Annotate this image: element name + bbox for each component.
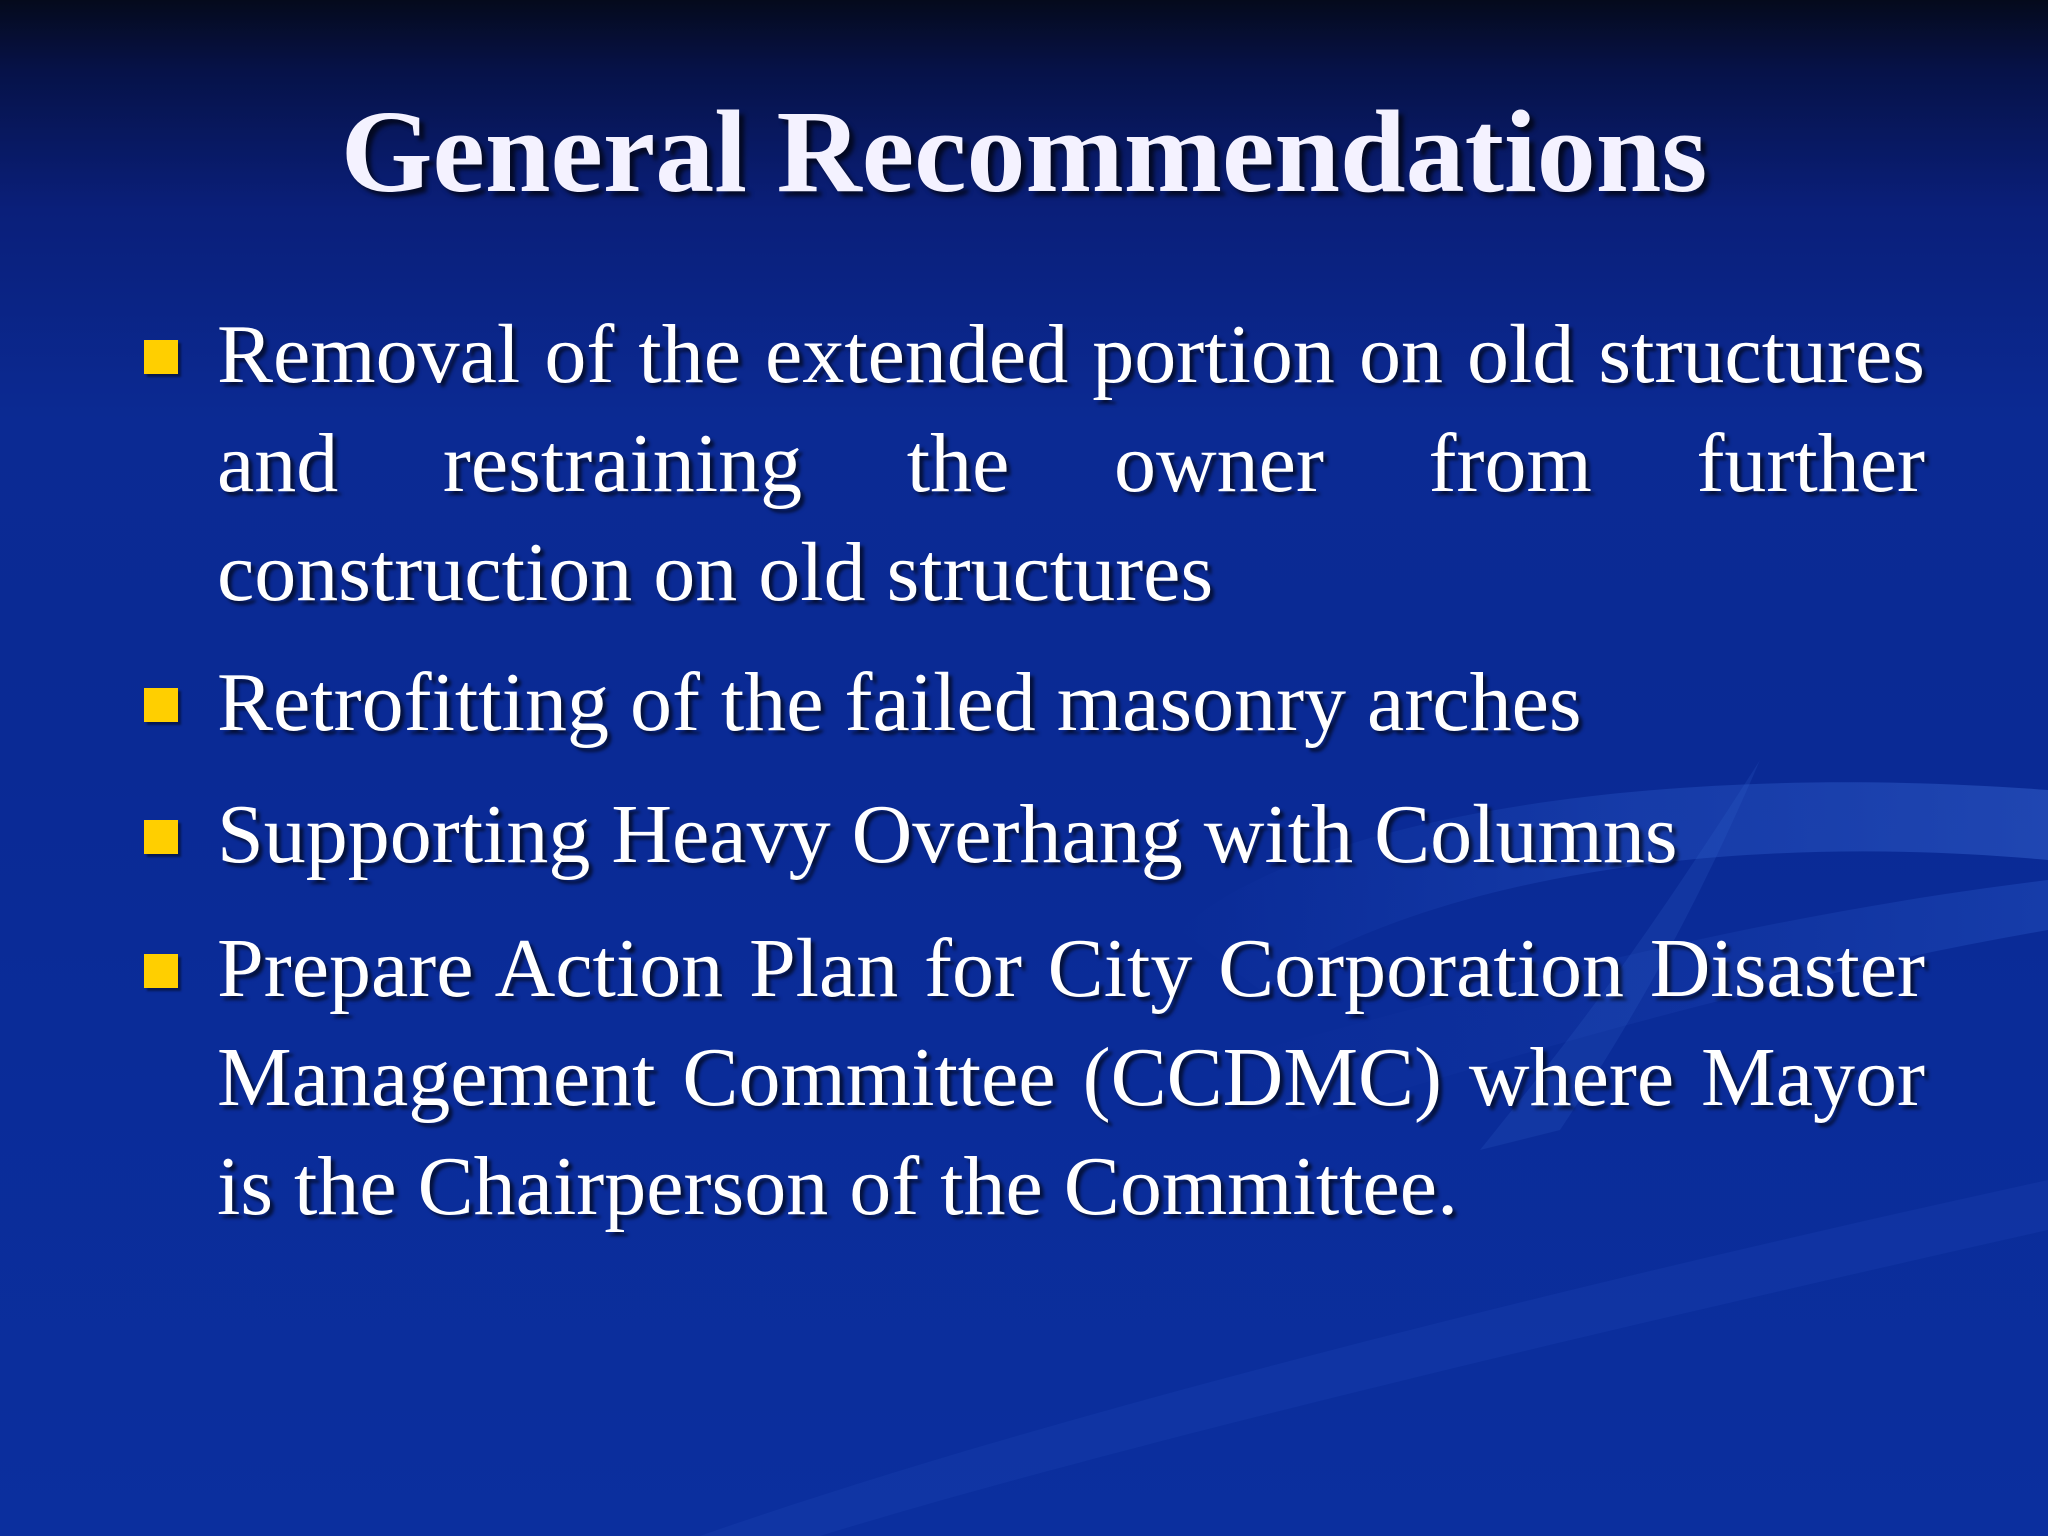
slide-title: General Recommendations (340, 86, 1708, 217)
square-bullet-icon (144, 820, 178, 854)
bullet-text: Supporting Heavy Overhang with Columns (217, 788, 1678, 881)
square-bullet-icon (144, 688, 178, 722)
bullet-text: Prepare Action Plan for City Corporation Disaster Management Committee (CCDMC) where Mayor is the Chairperson of the Committee. (217, 922, 1925, 1233)
bullet-text: Retrofitting of the failed masonry arches (217, 656, 1582, 749)
bullet-text: Removal of the extended portion on old structures and restraining the owner from further construction on old structures (217, 308, 1925, 619)
square-bullet-icon (144, 340, 178, 374)
square-bullet-icon (144, 954, 178, 988)
